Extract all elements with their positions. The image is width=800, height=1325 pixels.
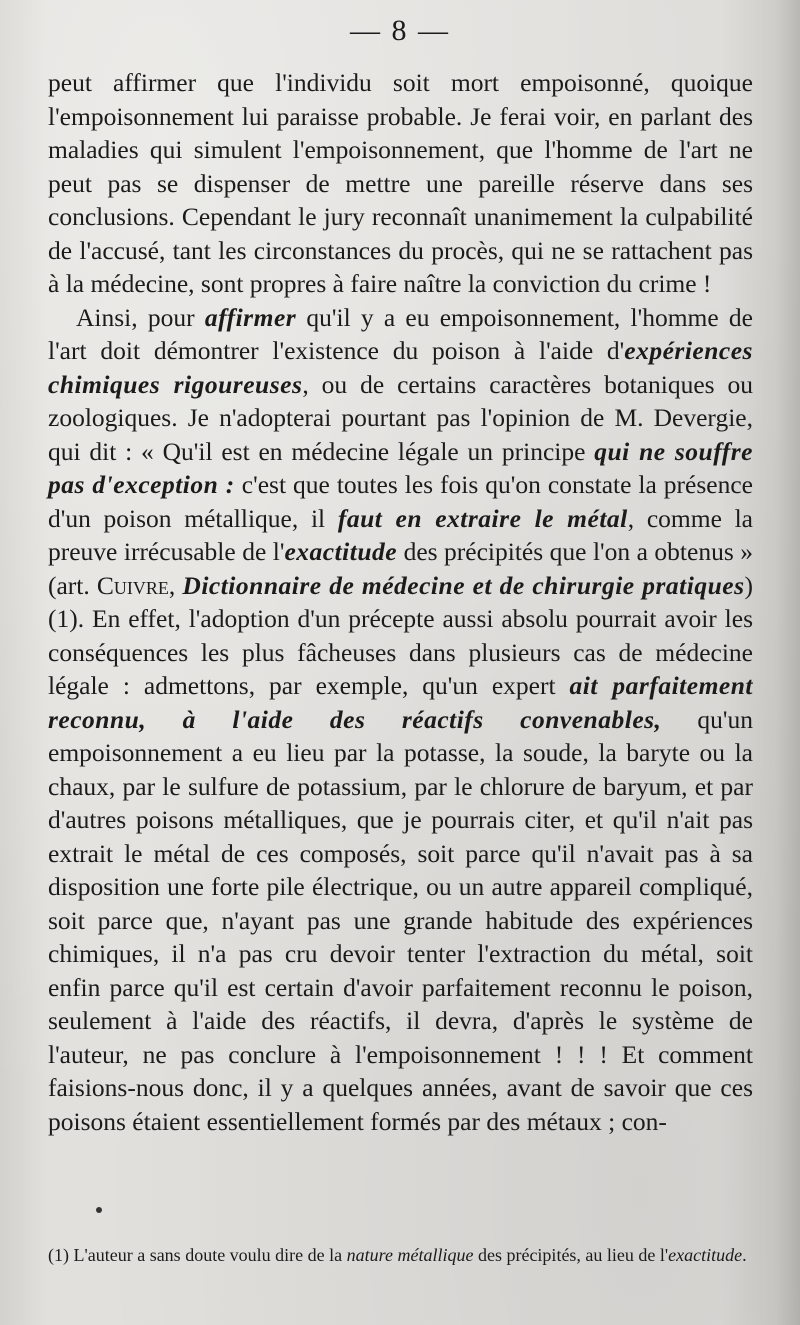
text-segment: , ou de certains caractères botaniques ou zoologiques. Je n'adopterai pourtant pas l'opinion de M. Devergie, qui dit : « Qu'il est en médecine légale un principe: [48, 369, 753, 466]
footnote: [48, 1243, 753, 1267]
page-number: — 8 —: [350, 14, 450, 47]
body-text: [48, 66, 753, 1138]
footnote-italic-segment: exactitude: [668, 1245, 743, 1265]
italic-segment: exactitude: [284, 537, 398, 566]
italic-segment: ait parfaitement reconnu, à l'aide des réactifs convenables,: [48, 671, 753, 734]
text-segment: qu'un empoisonnement a eu lieu par la potasse, la soude, la baryte ou la chaux, par le sulfure de potassium, par le chlorure de baryum, et par d'autres poisons métalliques, que je pourrais citer, et qu'il n'ait pas extrait le métal de ces composés, soit parce qu'il n'avait pas à sa disposition une forte pile électrique, ou un autre appareil compliqué, soit parce que, n'ayant pas une grande habitude des expériences chimiques, il n'a pas cru devoir tenter l'extraction du métal, soit enfin parce qu'il est certain d'avoir parfaitement reconnu le poison, seulement à l'aide des réactifs, il devra, d'après le système de l'auteur, ne pas conclure à l'empoisonnement ! ! ! Et comment faisions-nous donc, il y a quelques années, avant de savoir que ces poisons étaient essentiellement formés par des métaux ; con-: [48, 704, 753, 1136]
paragraph-2: [48, 301, 753, 1139]
text-segment: peut affirmer que l'individu soit mort empoisonné, quoique l'empoisonnement lui paraisse probable. Je ferai voir, en parlant des maladies qui simulent l'empoisonnement, que l'homme de l'art ne peut pas se dispenser de mettre une pareille réserve dans ses conclusions. Cependant le jury reconnaît unanimement la culpabilité de l'accusé, tant les circonstances du procès, qui ne se rattachent pas à la médecine, sont propres à faire naître la conviction du crime !: [48, 68, 753, 298]
footnote-segment: .: [742, 1245, 747, 1265]
smallcaps-segment: Cuivre: [96, 570, 169, 600]
footnote-marker-dot: [96, 1207, 102, 1213]
text-segment: ,: [168, 570, 183, 600]
italic-segment: expériences chimiques rigoureuses: [48, 336, 753, 399]
text-segment: , comme la preuve irrécusable de l': [48, 503, 753, 566]
text-segment: c'est que toutes les fois qu'on constate la présence d'un poison métallique, il: [48, 470, 753, 533]
text-segment: qu'il y a eu empoisonnement, l'homme de l'art doit démontrer l'existence du poison à l'aide d': [48, 302, 753, 365]
italic-segment: affirmer: [204, 302, 297, 332]
footnote-italic-segment: nature métallique: [346, 1245, 474, 1265]
italic-segment: qui ne souffre pas d'exception :: [48, 436, 753, 499]
italic-segment: faut en extraire le métal: [337, 503, 628, 533]
footnote-segment: (1) L'auteur a sans doute voulu dire de la: [48, 1245, 347, 1265]
text-segment: Ainsi, pour: [76, 302, 205, 332]
italic-segment: Dictionnaire de médecine et de chirurgie pratiques: [182, 570, 745, 600]
paragraph-1: [48, 66, 753, 301]
text-segment: ) (1). En effet, l'adoption d'un précepte aussi absolu pourrait avoir les conséquences les plus fâcheuses dans plusieurs cas de médecine légale : admettons, par exemple, qu'un expert: [48, 570, 754, 700]
footnote-segment: des précipités, au lieu de l': [473, 1245, 669, 1265]
text-segment: des précipités que l'on a obtenus » (art.: [48, 537, 753, 600]
